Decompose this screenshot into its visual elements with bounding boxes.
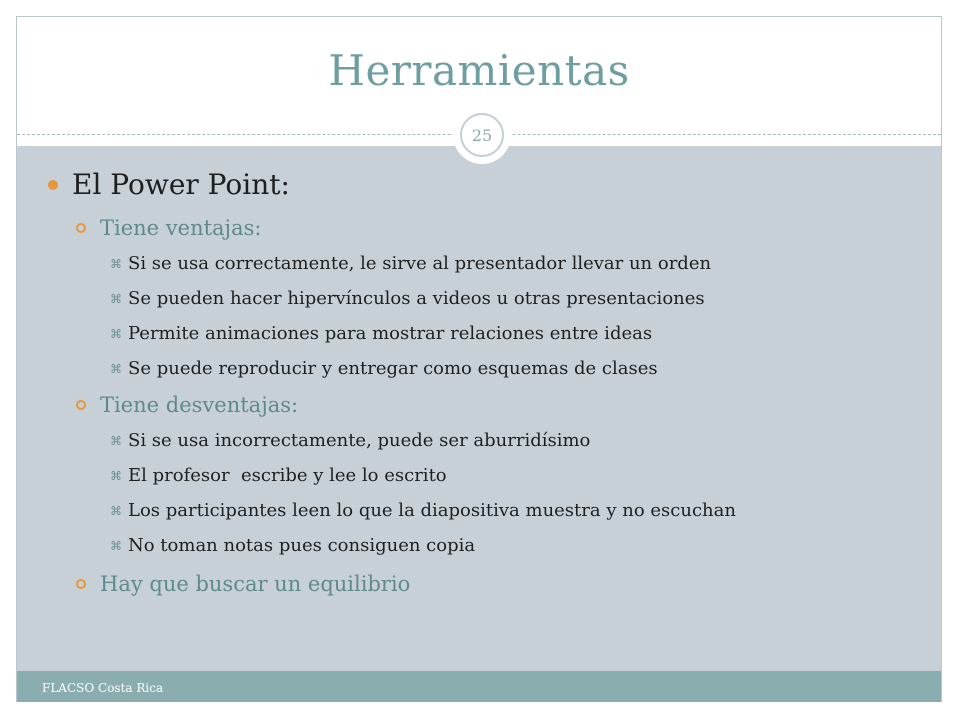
ring-bullet-icon xyxy=(76,579,86,589)
x-bullet-icon: ⌘ xyxy=(110,326,122,341)
list-item-text: Se puede reproducir y entregar como esquemas de clases xyxy=(128,358,658,379)
list-item-text: El profesor escribe y lee lo escrito xyxy=(128,465,447,486)
list-item xyxy=(110,288,705,309)
page-number-badge xyxy=(453,106,511,164)
ring-bullet-icon xyxy=(76,400,86,410)
x-bullet-icon: ⌘ xyxy=(110,503,122,518)
subheading-text: Hay que buscar un equilibrio xyxy=(100,572,411,596)
subheading-desventajas xyxy=(76,393,298,417)
x-bullet-icon: ⌘ xyxy=(110,468,122,483)
heading-text: El Power Point: xyxy=(72,168,290,201)
subheading-conclusion xyxy=(76,572,410,596)
list-item xyxy=(110,500,736,521)
x-bullet-icon: ⌘ xyxy=(110,256,122,271)
list-item xyxy=(110,430,590,451)
list-item-text: Permite animaciones para mostrar relaciones entre ideas xyxy=(128,323,653,344)
list-item xyxy=(110,253,711,274)
list-item xyxy=(110,358,658,379)
list-item-text: Si se usa incorrectamente, puede ser aburridísimo xyxy=(128,430,591,451)
x-bullet-icon: ⌘ xyxy=(110,433,122,448)
list-item-text: Se pueden hacer hipervínculos a videos u otras presentaciones xyxy=(128,288,705,309)
slide-title: Herramientas xyxy=(328,46,630,95)
list-item xyxy=(110,465,447,486)
x-bullet-icon: ⌘ xyxy=(110,361,122,376)
list-item-text: Si se usa correctamente, le sirve al presentador llevar un orden xyxy=(128,253,712,274)
list-item xyxy=(110,535,475,556)
list-item-text: Los participantes leen lo que la diapositiva muestra y no escuchan xyxy=(128,500,736,521)
footer-text: FLACSO Costa Rica xyxy=(42,681,164,695)
bullet-heading xyxy=(48,168,290,201)
list-item xyxy=(110,323,652,344)
subheading-text: Tiene desventajas: xyxy=(100,393,299,417)
subheading-text: Tiene ventajas: xyxy=(100,216,262,240)
x-bullet-icon: ⌘ xyxy=(110,291,122,306)
bullet-dot-icon xyxy=(48,180,58,190)
page-number: 25 xyxy=(460,113,504,157)
list-item-text: No toman notas pues consiguen copia xyxy=(128,535,476,556)
ring-bullet-icon xyxy=(76,223,86,233)
x-bullet-icon: ⌘ xyxy=(110,538,122,553)
subheading-ventajas xyxy=(76,216,261,240)
